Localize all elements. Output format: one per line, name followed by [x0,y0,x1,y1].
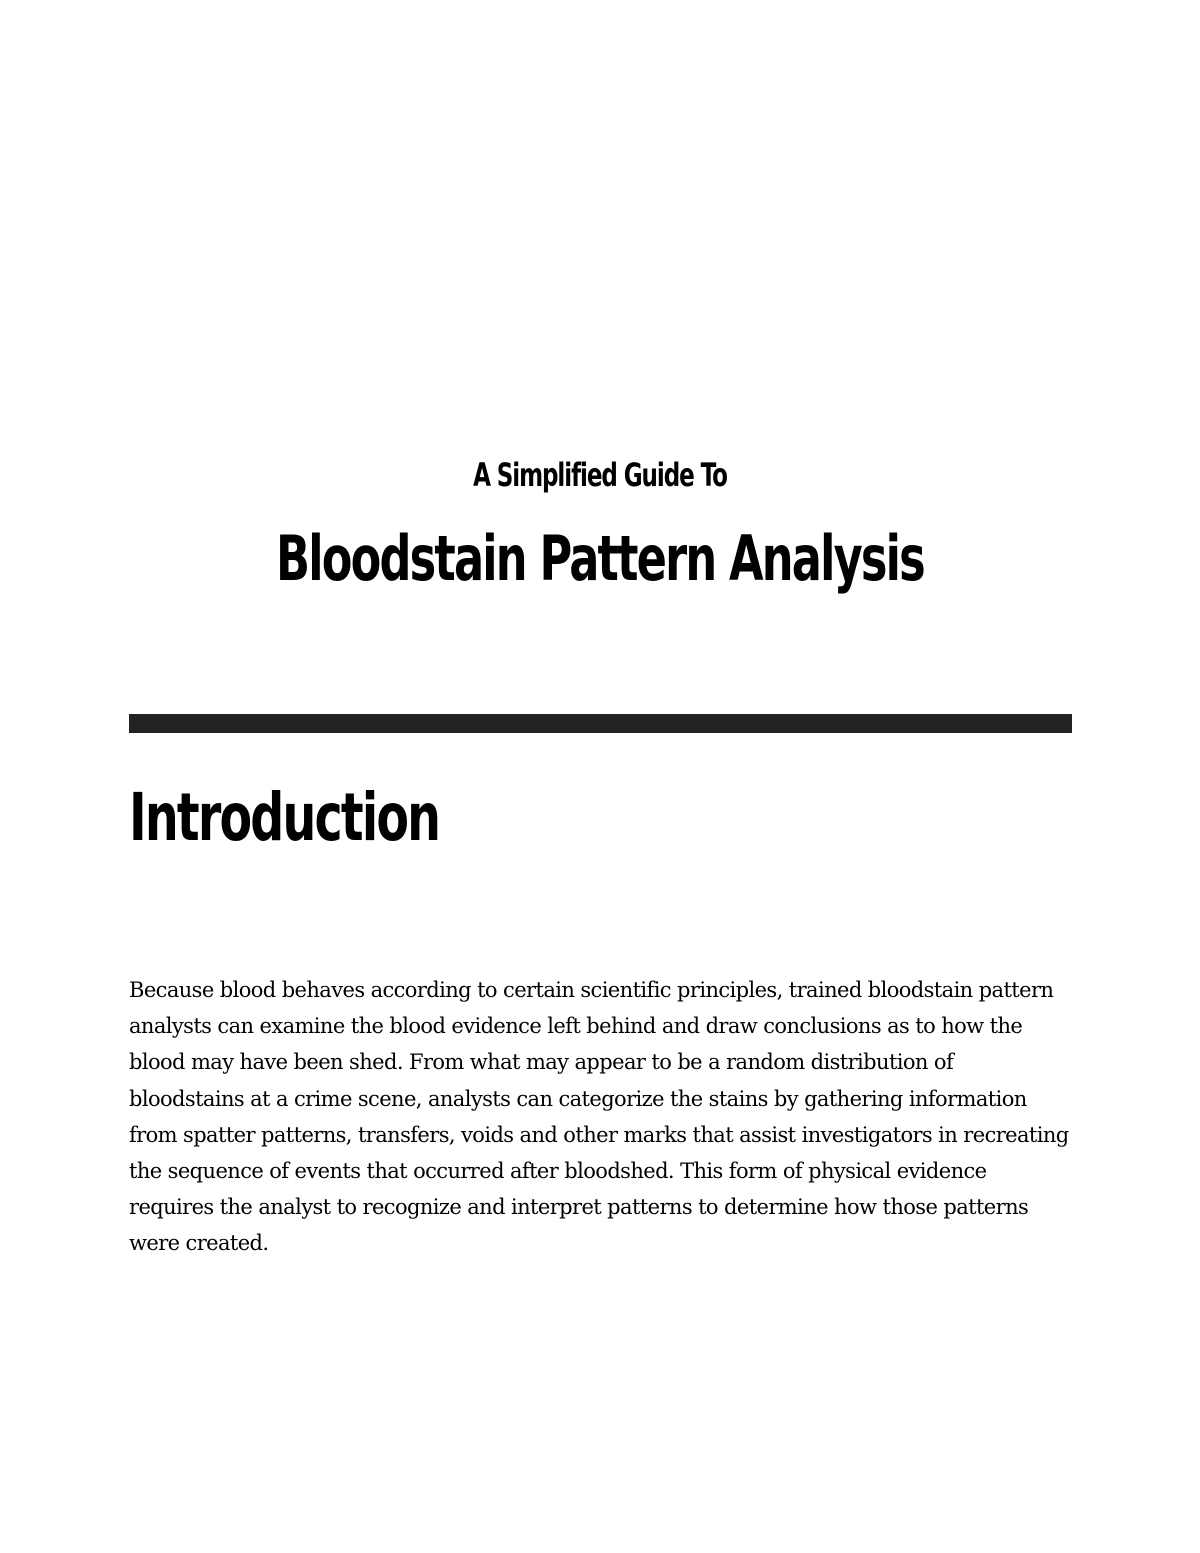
document-subtitle: A Simplified Guide To [473,456,727,494]
document-title: Bloodstain Pattern Analysis [276,522,924,595]
horizontal-divider [129,714,1072,733]
title-block [0,450,1200,604]
body-paragraph: Because blood behaves according to certain scientific principles, trained bloodstain pattern analysts can examine the blood evidence left behind and draw conclusions as to how the blood may have been shed. From what may appear to be a random distribution of bloodstains at a crime scene, analysts can categorize the stains by gathering information from spatter patterns, transfers, voids and other marks that assist investigators in recreating the sequence of events that occurred after bloodshed. This form of physical evidence requires the analyst to recognize and interpret patterns to determine how those patterns were created. [129,978,1069,1256]
section-heading: Introduction [129,779,440,856]
